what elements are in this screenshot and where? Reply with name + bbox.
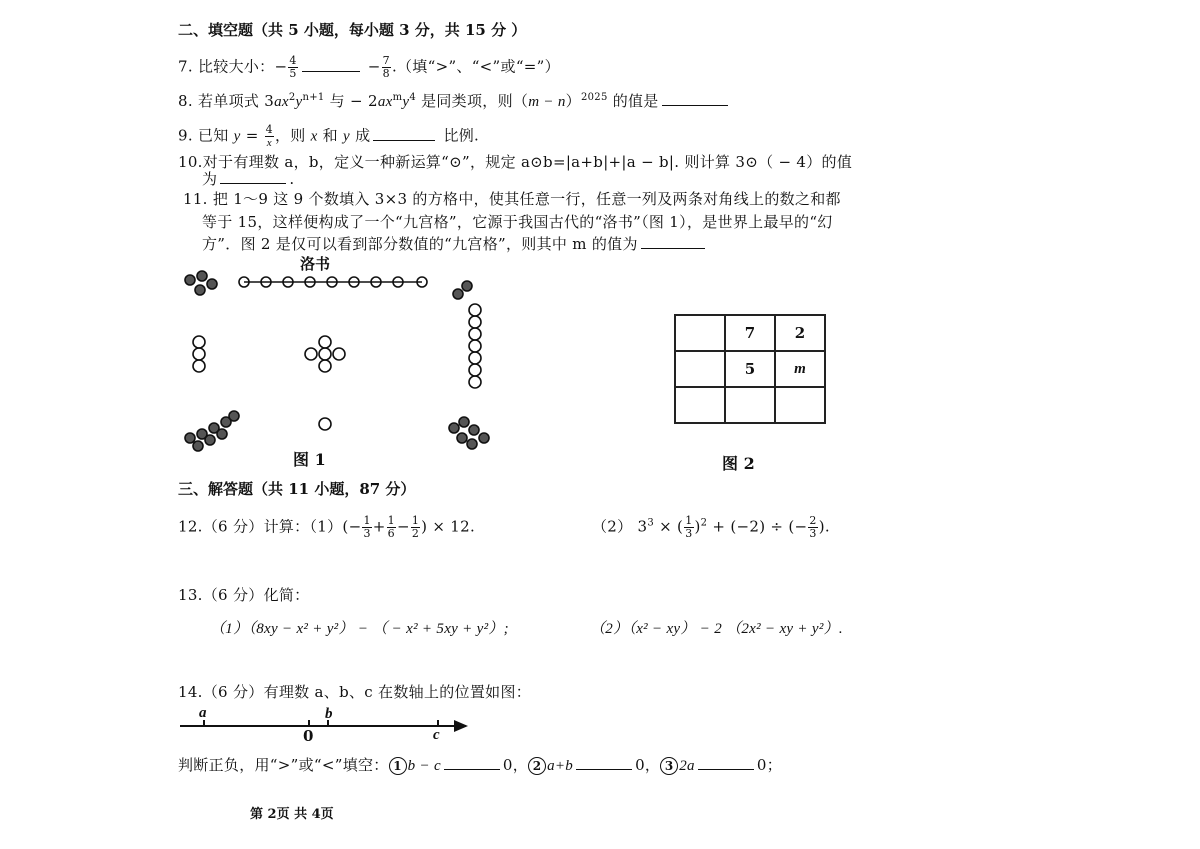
section-2-title: 二、填空题（共 5 小题，每小题 3 分，共 15 分 ） (178, 21, 527, 39)
q12-f5-num: 2 (809, 514, 817, 527)
q9-var-y: y (233, 128, 241, 145)
question-12-part-2 (592, 515, 830, 540)
luoshu-figure (170, 266, 510, 456)
question-13-part-1: （1）（8xy − x² + y²） − （ − x² + 5xy + y²）; (210, 621, 509, 637)
q12-f2-num: 1 (387, 514, 395, 527)
q12-fraction (362, 515, 371, 540)
grid-cell: 7 (725, 315, 775, 351)
q9-and: 和 (317, 126, 344, 145)
grid-cell (675, 387, 725, 423)
q9-f-den: x (266, 137, 272, 149)
q14-expr-1: b − c (407, 758, 441, 774)
q10-end: . (289, 170, 295, 188)
q12-minus: − (396, 517, 410, 536)
luoshu-title: 洛书 (300, 255, 331, 273)
q12-fraction (411, 515, 420, 540)
grid-cell: 5 (725, 351, 775, 387)
question-8 (178, 90, 731, 111)
question-14-title: 14.（6 分）有理数 a、b、c 在数轴上的位置如图： (178, 683, 532, 701)
q8-prefix: 8. 若单项式 3 (178, 92, 275, 110)
q7-suffix: .（填“>”、“<”或“=”） (391, 57, 560, 76)
q7-fraction-1 (288, 55, 297, 80)
q7-prefix: 7. 比较大小：− (178, 57, 288, 76)
grid-cell (725, 387, 775, 423)
q8-mid: 与 − 2 (324, 92, 378, 110)
q14-zero-2: 0， (635, 756, 661, 774)
page-footer: 第 2页 共 4页 (250, 807, 334, 822)
q8-exp: m (392, 92, 403, 103)
q8-mid3: ） (565, 92, 581, 110)
q12-fraction (684, 515, 693, 540)
q9-fraction (265, 124, 274, 149)
q8-exp: n+1 (302, 92, 325, 103)
q7-answer-blank[interactable] (302, 70, 360, 72)
q9-mid: ，则 (274, 126, 311, 145)
q8-term-y: y (295, 94, 303, 110)
question-11-line-2: 等于 15，这样便构成了一个“九宫格”，它源于我国古代的“洛书”（图 1），是世界上最早的“幻 (202, 213, 833, 231)
question-13-part-2: （2）（x² − xy） − 2 （2x² − xy + y²）. (590, 621, 843, 637)
q8-suffix: 的值是 (607, 92, 659, 110)
q10-wei: 为 (202, 170, 218, 188)
number-line-c: c (433, 727, 440, 743)
number-line-zero: 0 (303, 727, 314, 745)
q12-part2c: ) (694, 517, 701, 536)
circled-one-icon: 1 (389, 757, 407, 775)
q7-f2-den: 8 (382, 67, 390, 80)
grid-row (675, 315, 825, 351)
q7-fraction-2 (382, 55, 391, 80)
q14-judge-text: 判断正负，用“>”或“<”填空： (178, 756, 389, 774)
q9-var-x: x (310, 128, 318, 145)
q8-mid2: 是同类项，则（ (416, 92, 529, 110)
q12-part2e: ). (818, 517, 830, 536)
nine-grid-table (674, 314, 826, 424)
q8-exp: 2 (288, 92, 296, 103)
circled-two-icon: 2 (528, 757, 546, 775)
q12-f3-num: 1 (411, 514, 420, 527)
q9-f-num: 4 (265, 123, 273, 136)
section-3-title: 三、解答题（共 11 小题，87 分） (178, 480, 416, 498)
grid-cell (675, 351, 725, 387)
q12-f5-den: 3 (809, 527, 817, 540)
q9-var-y2: y (343, 128, 350, 145)
q12-part2d: + (−2) ÷ (− (707, 517, 808, 536)
grid-cell (775, 387, 825, 423)
q14-blank-3[interactable] (698, 768, 754, 770)
q12-f4-den: 3 (685, 527, 693, 540)
q12-fraction (387, 515, 396, 540)
figure-1-label: 图 1 (293, 450, 326, 469)
q8-term-ax2: ax (377, 94, 393, 110)
q8-term-ax: ax (274, 94, 289, 110)
q9-prefix: 9. 已知 (178, 126, 234, 145)
q8-exp: 4 (409, 92, 417, 103)
q12-fraction (808, 515, 817, 540)
q8-answer-blank[interactable] (662, 104, 728, 106)
grid-row (675, 351, 825, 387)
question-12-part-1 (178, 515, 475, 540)
q12-part2a: （2） 3 (592, 517, 648, 536)
question-11-line-3 (202, 233, 708, 254)
q14-zero-1: 0， (502, 756, 529, 774)
q12-prefix: 12.（6 分）计算：（1）(− (178, 517, 362, 536)
number-line-a: a (199, 705, 207, 721)
q14-zero-3: 0； (756, 756, 783, 774)
q12-exp: 2 (700, 517, 708, 529)
q12-f1-num: 1 (363, 514, 371, 527)
q7-f1-den: 5 (289, 67, 297, 80)
q14-expr-2: a+b (547, 758, 574, 774)
question-10-line-2 (202, 168, 294, 189)
q10-answer-blank[interactable] (220, 182, 286, 184)
grid-cell: 2 (775, 315, 825, 351)
q12-f1-den: 3 (363, 527, 371, 540)
grid-cell (675, 315, 725, 351)
figure-2-label: 图 2 (722, 454, 755, 473)
question-14-judge (178, 754, 782, 775)
q11-line3-text: 方”．图 2 是仅可以看到部分数值的“九宫格”，则其中 m 的值为 (202, 235, 638, 253)
q9-eq: = (240, 126, 264, 145)
q12-times: ) × 12. (421, 517, 476, 536)
question-11-line-1: 11. 把 1～9 这 9 个数填入 3×3 的方格中，使其任意一行，任意一列及两条对角线上的数之和都 (183, 190, 841, 208)
q12-f4-num: 1 (685, 514, 693, 527)
question-7 (178, 55, 560, 80)
q12-f3-den: 2 (411, 527, 420, 540)
question-9 (178, 124, 479, 149)
q12-part2b: × ( (654, 517, 684, 536)
question-13-title: 13.（6 分）化简： (178, 586, 310, 604)
number-line-b: b (325, 706, 333, 722)
q8-exp-2025: 2025 (580, 92, 608, 103)
q7-f1-num: 4 (289, 54, 297, 67)
circled-three-icon: 3 (660, 757, 678, 775)
question-10-line-1: 10.对于有理数 a，b，定义一种新运算“⊙”，规定 a⊙b=|a+b|+|a − b|. 则计算 3⊙（ − 4）的值 (178, 153, 853, 171)
q8-m-n: m − n (528, 94, 566, 110)
grid-row (675, 387, 825, 423)
q12-f2-den: 6 (387, 527, 395, 540)
q12-exp: 3 (647, 517, 655, 529)
q7-f2-num: 7 (382, 54, 390, 67)
q11-answer-blank[interactable] (641, 247, 705, 249)
q9-suffix: 成 (350, 126, 371, 145)
q7-minus: − (367, 57, 381, 76)
grid-cell-m: m (775, 351, 825, 387)
q14-blank-2[interactable] (576, 768, 632, 770)
q9-tail: 比例. (438, 126, 480, 145)
q8-term-y2: y (402, 94, 410, 110)
q14-expr-3: 2a (679, 758, 695, 774)
q9-answer-blank[interactable] (373, 139, 435, 141)
q12-plus: + (372, 517, 386, 536)
q14-blank-1[interactable] (444, 768, 500, 770)
